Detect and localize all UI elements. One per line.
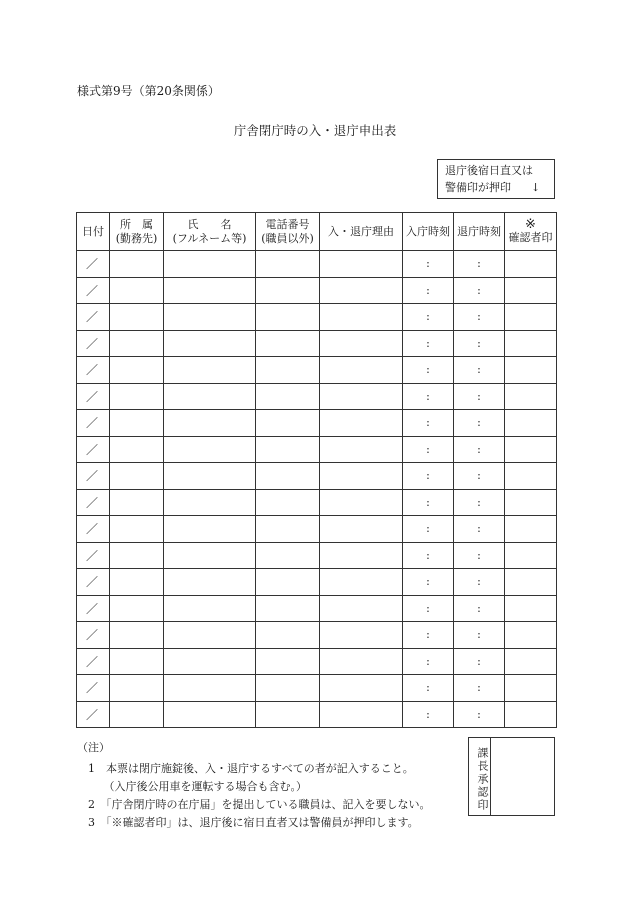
col-phone-sub: (職員以外): [261, 231, 314, 245]
cell-entry-time[interactable]: :: [403, 330, 454, 357]
table-row: [77, 383, 557, 410]
cell-name[interactable]: [164, 489, 256, 516]
col-confirmer-label: 確認者印: [508, 231, 553, 244]
table-row: [77, 489, 557, 516]
cell-date[interactable]: ／: [77, 701, 110, 728]
cell-confirmer[interactable]: [505, 595, 557, 622]
cell-exit-time[interactable]: :: [454, 251, 505, 278]
col-reason: 入・退庁理由: [320, 213, 403, 251]
cell-exit-time[interactable]: :: [454, 595, 505, 622]
cell-confirmer[interactable]: [505, 675, 557, 702]
cell-confirmer[interactable]: [505, 489, 557, 516]
table-row: [77, 701, 557, 728]
cell-confirmer[interactable]: [505, 701, 557, 728]
note-item-1-sub: （入庁後公用車を運転する場合も含む。）: [98, 780, 307, 793]
table-row: [77, 436, 557, 463]
cell-name[interactable]: [164, 330, 256, 357]
stamp-note-line1: 退庁後宿日直又は: [445, 164, 533, 177]
cell-name[interactable]: [164, 251, 256, 278]
cell-reason[interactable]: [320, 436, 403, 463]
cell-name[interactable]: [164, 277, 256, 304]
cell-entry-time[interactable]: :: [403, 595, 454, 622]
table-header-row: [77, 213, 557, 251]
cell-name[interactable]: [164, 595, 256, 622]
cell-entry-time[interactable]: :: [403, 542, 454, 569]
cell-confirmer[interactable]: [505, 383, 557, 410]
cell-name[interactable]: [164, 516, 256, 543]
cell-confirmer[interactable]: [505, 569, 557, 596]
col-exit-time: 退庁時刻: [454, 213, 505, 251]
cell-entry-time[interactable]: :: [403, 304, 454, 331]
col-confirmer: [505, 213, 557, 251]
cell-phone[interactable]: [256, 489, 320, 516]
col-affiliation-sub: (勤務先): [115, 231, 158, 245]
cell-affiliation[interactable]: [110, 436, 164, 463]
cell-phone[interactable]: [256, 357, 320, 384]
cell-exit-time[interactable]: :: [454, 410, 505, 437]
table-row: [77, 251, 557, 278]
table-row: [77, 595, 557, 622]
cell-reason[interactable]: [320, 622, 403, 649]
cell-reason[interactable]: [320, 251, 403, 278]
approval-stamp-area[interactable]: [491, 738, 554, 815]
table-row: [77, 304, 557, 331]
kome-mark: ※: [525, 217, 536, 232]
cell-entry-time[interactable]: :: [403, 410, 454, 437]
table-row: [77, 516, 557, 543]
cell-phone[interactable]: [256, 675, 320, 702]
cell-date[interactable]: ／: [77, 383, 110, 410]
cell-affiliation[interactable]: [110, 357, 164, 384]
cell-confirmer[interactable]: [505, 330, 557, 357]
cell-reason[interactable]: [320, 542, 403, 569]
cell-exit-time[interactable]: :: [454, 622, 505, 649]
cell-entry-time[interactable]: :: [403, 569, 454, 596]
cell-affiliation[interactable]: [110, 675, 164, 702]
table-row: [77, 277, 557, 304]
cell-entry-time[interactable]: :: [403, 516, 454, 543]
cell-name[interactable]: [164, 648, 256, 675]
col-entry-time: 入庁時刻: [403, 213, 454, 251]
cell-entry-time[interactable]: :: [403, 463, 454, 490]
cell-reason[interactable]: [320, 357, 403, 384]
cell-name[interactable]: [164, 463, 256, 490]
cell-exit-time[interactable]: :: [454, 383, 505, 410]
cell-phone[interactable]: [256, 542, 320, 569]
cell-date[interactable]: ／: [77, 357, 110, 384]
cell-date[interactable]: ／: [77, 648, 110, 675]
cell-affiliation[interactable]: [110, 410, 164, 437]
cell-entry-time[interactable]: :: [403, 675, 454, 702]
cell-date[interactable]: ／: [77, 489, 110, 516]
cell-entry-time[interactable]: :: [403, 251, 454, 278]
table-body: [77, 251, 557, 728]
col-affiliation: [110, 213, 164, 251]
entry-exit-table: [76, 212, 557, 728]
cell-exit-time[interactable]: :: [454, 648, 505, 675]
cell-name[interactable]: [164, 701, 256, 728]
note-item-3: 3 「※確認者印」は、退庁後に宿日直者又は警備員が押印します。: [88, 816, 419, 829]
table-row: [77, 648, 557, 675]
cell-affiliation[interactable]: [110, 569, 164, 596]
cell-entry-time[interactable]: :: [403, 436, 454, 463]
approval-label: 課長承認印: [469, 738, 491, 815]
cell-date[interactable]: ／: [77, 675, 110, 702]
cell-affiliation[interactable]: [110, 595, 164, 622]
note-item-1: 1 本票は閉庁施錠後、入・退庁するすべての者が記入すること。: [88, 762, 414, 775]
cell-date[interactable]: ／: [77, 595, 110, 622]
cell-exit-time[interactable]: :: [454, 436, 505, 463]
form-number: 様式第9号（第20条関係）: [77, 84, 220, 98]
cell-confirmer[interactable]: [505, 251, 557, 278]
cell-entry-time[interactable]: :: [403, 357, 454, 384]
cell-reason[interactable]: [320, 330, 403, 357]
cell-affiliation[interactable]: [110, 463, 164, 490]
col-date: 日付: [77, 213, 110, 251]
cell-phone[interactable]: [256, 701, 320, 728]
table-row: [77, 410, 557, 437]
cell-affiliation[interactable]: [110, 701, 164, 728]
cell-date[interactable]: ／: [77, 304, 110, 331]
cell-reason[interactable]: [320, 595, 403, 622]
col-name-sub: (フルネーム等): [172, 231, 247, 245]
cell-exit-time[interactable]: :: [454, 357, 505, 384]
cell-date[interactable]: ／: [77, 410, 110, 437]
cell-reason[interactable]: [320, 277, 403, 304]
table-row: [77, 357, 557, 384]
stamp-note-box: [437, 159, 555, 199]
cell-phone[interactable]: [256, 436, 320, 463]
cell-confirmer[interactable]: [505, 304, 557, 331]
cell-date[interactable]: ／: [77, 436, 110, 463]
cell-exit-time[interactable]: :: [454, 277, 505, 304]
cell-date[interactable]: ／: [77, 542, 110, 569]
cell-name[interactable]: [164, 304, 256, 331]
cell-entry-time[interactable]: :: [403, 277, 454, 304]
cell-affiliation[interactable]: [110, 304, 164, 331]
cell-phone[interactable]: [256, 410, 320, 437]
cell-reason[interactable]: [320, 304, 403, 331]
cell-date[interactable]: ／: [77, 251, 110, 278]
cell-phone[interactable]: [256, 383, 320, 410]
cell-date[interactable]: ／: [77, 516, 110, 543]
cell-reason[interactable]: [320, 516, 403, 543]
cell-phone[interactable]: [256, 516, 320, 543]
cell-name[interactable]: [164, 436, 256, 463]
cell-entry-time[interactable]: :: [403, 701, 454, 728]
cell-phone[interactable]: [256, 330, 320, 357]
cell-entry-time[interactable]: :: [403, 489, 454, 516]
cell-date[interactable]: ／: [77, 463, 110, 490]
cell-exit-time[interactable]: :: [454, 516, 505, 543]
table-row: [77, 622, 557, 649]
cell-exit-time[interactable]: :: [454, 569, 505, 596]
cell-exit-time[interactable]: :: [454, 701, 505, 728]
cell-confirmer[interactable]: [505, 542, 557, 569]
cell-date[interactable]: ／: [77, 330, 110, 357]
cell-reason[interactable]: [320, 701, 403, 728]
cell-reason[interactable]: [320, 383, 403, 410]
cell-phone[interactable]: [256, 304, 320, 331]
col-name: [164, 213, 256, 251]
cell-confirmer[interactable]: [505, 357, 557, 384]
table-row: [77, 569, 557, 596]
cell-exit-time[interactable]: :: [454, 463, 505, 490]
cell-affiliation[interactable]: [110, 251, 164, 278]
cell-confirmer[interactable]: [505, 648, 557, 675]
cell-exit-time[interactable]: :: [454, 489, 505, 516]
cell-reason[interactable]: [320, 489, 403, 516]
col-phone-label: 電話番号: [265, 217, 310, 231]
cell-affiliation[interactable]: [110, 622, 164, 649]
cell-phone[interactable]: [256, 251, 320, 278]
cell-exit-time[interactable]: :: [454, 542, 505, 569]
cell-exit-time[interactable]: :: [454, 675, 505, 702]
cell-confirmer[interactable]: [505, 622, 557, 649]
table-row: [77, 542, 557, 569]
cell-affiliation[interactable]: [110, 516, 164, 543]
cell-name[interactable]: [164, 569, 256, 596]
cell-phone[interactable]: [256, 622, 320, 649]
cell-reason[interactable]: [320, 410, 403, 437]
cell-entry-time[interactable]: :: [403, 383, 454, 410]
cell-exit-time[interactable]: :: [454, 304, 505, 331]
cell-affiliation[interactable]: [110, 542, 164, 569]
approval-box: [468, 737, 555, 816]
cell-phone[interactable]: [256, 595, 320, 622]
cell-reason[interactable]: [320, 463, 403, 490]
col-phone: [256, 213, 320, 251]
cell-reason[interactable]: [320, 675, 403, 702]
cell-affiliation[interactable]: [110, 648, 164, 675]
cell-exit-time[interactable]: :: [454, 330, 505, 357]
cell-phone[interactable]: [256, 648, 320, 675]
cell-date[interactable]: ／: [77, 569, 110, 596]
notes-heading: （注）: [77, 741, 110, 754]
cell-confirmer[interactable]: [505, 516, 557, 543]
cell-reason[interactable]: [320, 648, 403, 675]
cell-entry-time[interactable]: :: [403, 622, 454, 649]
note-item-2: 2 「庁舎閉庁時の在庁届」を提出している職員は、記入を要しない。: [88, 798, 431, 811]
cell-date[interactable]: ／: [77, 277, 110, 304]
cell-affiliation[interactable]: [110, 277, 164, 304]
cell-phone[interactable]: [256, 569, 320, 596]
notes: [77, 739, 110, 756]
page-title: 庁舎閉庁時の入・退庁申出表: [233, 123, 397, 138]
cell-name[interactable]: [164, 383, 256, 410]
table-row: [77, 463, 557, 490]
cell-confirmer[interactable]: [505, 463, 557, 490]
cell-affiliation[interactable]: [110, 330, 164, 357]
cell-entry-time[interactable]: :: [403, 648, 454, 675]
cell-confirmer[interactable]: [505, 410, 557, 437]
cell-name[interactable]: [164, 357, 256, 384]
cell-name[interactable]: [164, 410, 256, 437]
cell-date[interactable]: ／: [77, 622, 110, 649]
cell-reason[interactable]: [320, 569, 403, 596]
table-row: [77, 675, 557, 702]
cell-name[interactable]: [164, 542, 256, 569]
cell-confirmer[interactable]: [505, 277, 557, 304]
cell-phone[interactable]: [256, 277, 320, 304]
col-affiliation-label: 所 属: [120, 217, 153, 231]
arrow-down-icon: ↓: [531, 181, 541, 194]
cell-confirmer[interactable]: [505, 436, 557, 463]
stamp-note-line2: 警備印が押印: [445, 181, 511, 194]
table-row: [77, 330, 557, 357]
col-name-label: 氏 名: [187, 217, 232, 231]
cell-affiliation[interactable]: [110, 383, 164, 410]
cell-phone[interactable]: [256, 463, 320, 490]
cell-name[interactable]: [164, 675, 256, 702]
cell-name[interactable]: [164, 622, 256, 649]
cell-affiliation[interactable]: [110, 489, 164, 516]
